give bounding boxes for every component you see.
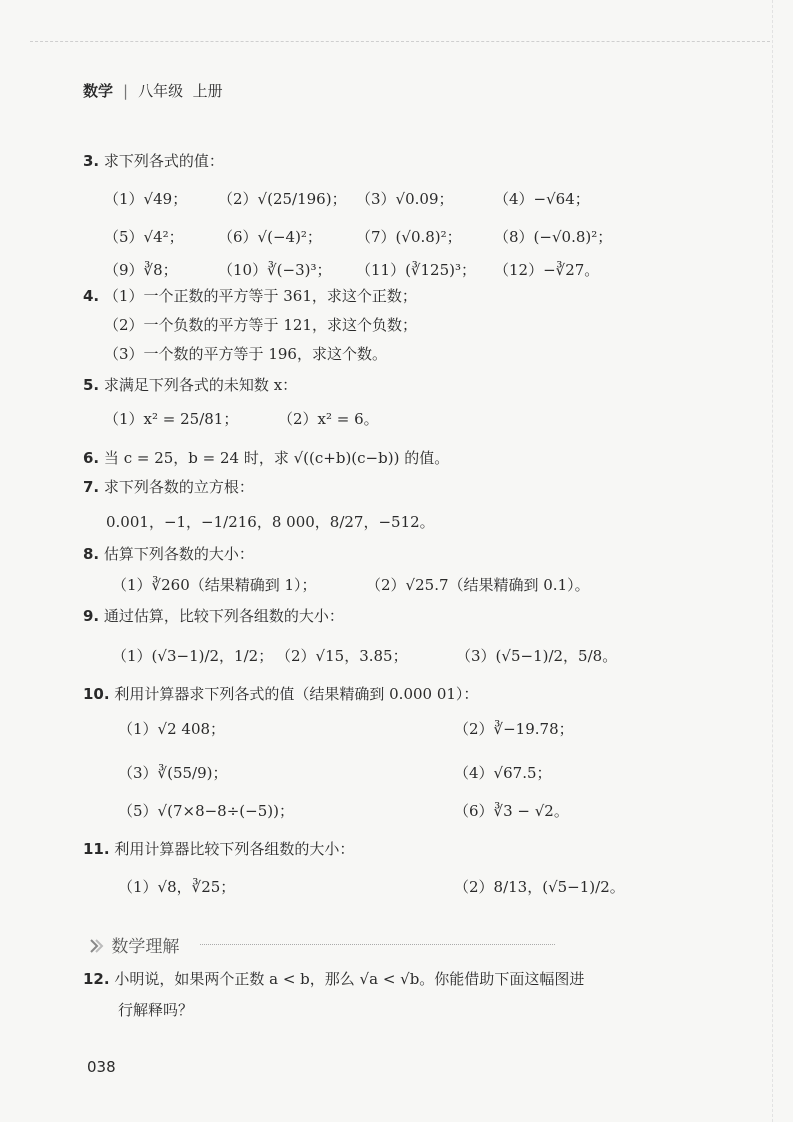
q3-item-6: （6）√(−4)²； [218, 228, 322, 246]
q3-prompt: 求下列各式的值： [103, 152, 224, 170]
q3-item-3: （3）√0.09； [356, 190, 454, 208]
q4-line-2: （2）一个负数的平方等于 121，求这个负数； [104, 316, 417, 334]
q10-prompt-line [83, 683, 478, 704]
running-header [83, 80, 223, 101]
q8-item-1: （1）∛260（结果精确到 1）； [112, 576, 317, 594]
q10-number: 10. [83, 685, 110, 703]
q10-item-5: （5）√(7×8−8÷(−5))； [118, 802, 294, 820]
q7-number: 7. [83, 478, 100, 496]
q3-item-2: （2）√(25/196)； [218, 190, 347, 208]
q6-number: 6. [83, 449, 100, 467]
q10-item-4: （4）√67.5； [454, 764, 552, 782]
q3-item-12: （12）−∛27。 [494, 261, 600, 279]
header-subject: 数学 [83, 82, 114, 100]
q5-item-1: （1）x² = 25/81； [104, 410, 239, 428]
q9-prompt-line [83, 605, 344, 626]
q10-prompt: 利用计算器求下列各式的值（结果精确到 0.000 01）： [114, 685, 479, 703]
header-volume: 上册 [192, 82, 223, 100]
q5-item-2: （2）x² = 6。 [278, 410, 379, 428]
q7-values: 0.001，−1，−1/216，8 000，8/27，−512。 [106, 513, 435, 531]
q9-item-3: （3）(√5−1)/2，5/8。 [456, 647, 618, 665]
q9-item-2: （2）√15，3.85； [276, 647, 408, 665]
q7-prompt-line [83, 476, 254, 497]
q3-item-4: （4）−√64； [494, 190, 590, 208]
q8-item-2: （2）√25.7（结果精确到 0.1）。 [366, 576, 590, 594]
q5-number: 5. [83, 376, 100, 394]
q3-item-5: （5）√4²； [104, 228, 184, 246]
q6-line [83, 447, 449, 468]
q3-item-7: （7）(√0.8)²； [356, 228, 462, 246]
q4-number: 4. [83, 287, 100, 305]
page-edge-rule [772, 0, 773, 1122]
q9-item-1: （1）(√3−1)/2，1/2； [112, 647, 274, 665]
q12-line-2: 行解释吗？ [118, 1001, 194, 1019]
q3-item-1: （1）√49； [104, 190, 188, 208]
q3-item-11: （11）(∛125)³； [356, 261, 476, 279]
page-number: 038 [87, 1058, 116, 1076]
q11-item-2: （2）8/13，(√5−1)/2。 [454, 878, 625, 896]
q3-item-10: （10）∛(−3)³； [218, 261, 332, 279]
q9-number: 9. [83, 607, 100, 625]
q10-item-2: （2）∛−19.78； [454, 720, 574, 738]
q3-prompt-line [83, 150, 224, 171]
q4-line-1 [83, 285, 417, 306]
q10-item-3: （3）∛(55/9)； [118, 764, 228, 782]
q11-prompt: 利用计算器比较下列各组数的大小： [114, 840, 355, 858]
q6-text: 当 c = 25，b = 24 时，求 √((c+b)(c−b)) 的值。 [103, 449, 450, 467]
chevron-right-icon [88, 937, 111, 957]
q4-line-3: （3）一个数的平方等于 196，求这个数。 [104, 345, 387, 363]
q8-prompt-line [83, 543, 254, 564]
section-heading [88, 932, 179, 957]
q12-line-1 [83, 968, 584, 989]
q5-prompt-line [83, 374, 297, 395]
q12-text-1: 小明说，如果两个正数 a < b，那么 √a < √b。你能借助下面这幅图进 [114, 970, 585, 988]
q5-prompt: 求满足下列各式的未知数 x： [103, 376, 298, 394]
q11-number: 11. [83, 840, 110, 858]
top-dashed-rule [30, 41, 770, 42]
q3-item-8: （8）(−√0.8)²； [494, 228, 613, 246]
q9-prompt: 通过估算，比较下列各组数的大小： [103, 607, 344, 625]
q3-number: 3. [83, 152, 100, 170]
q4-text-1: （1）一个正数的平方等于 361，求这个正数； [103, 287, 417, 305]
q10-item-1: （1）√2 408； [118, 720, 226, 738]
header-grade: 八年级 [138, 82, 184, 100]
q7-prompt: 求下列各数的立方根： [103, 478, 254, 496]
q11-prompt-line [83, 838, 354, 859]
section-title: 数学理解 [111, 937, 180, 957]
q11-item-1: （1）√8，∛25； [118, 878, 236, 896]
q8-prompt: 估算下列各数的大小： [103, 545, 254, 563]
q8-number: 8. [83, 545, 100, 563]
header-separator: | [123, 82, 129, 100]
section-divider [200, 944, 555, 945]
q12-number: 12. [83, 970, 110, 988]
q10-item-6: （6）∛3 − √2。 [454, 802, 569, 820]
q3-item-9: （9）∛8； [104, 261, 178, 279]
